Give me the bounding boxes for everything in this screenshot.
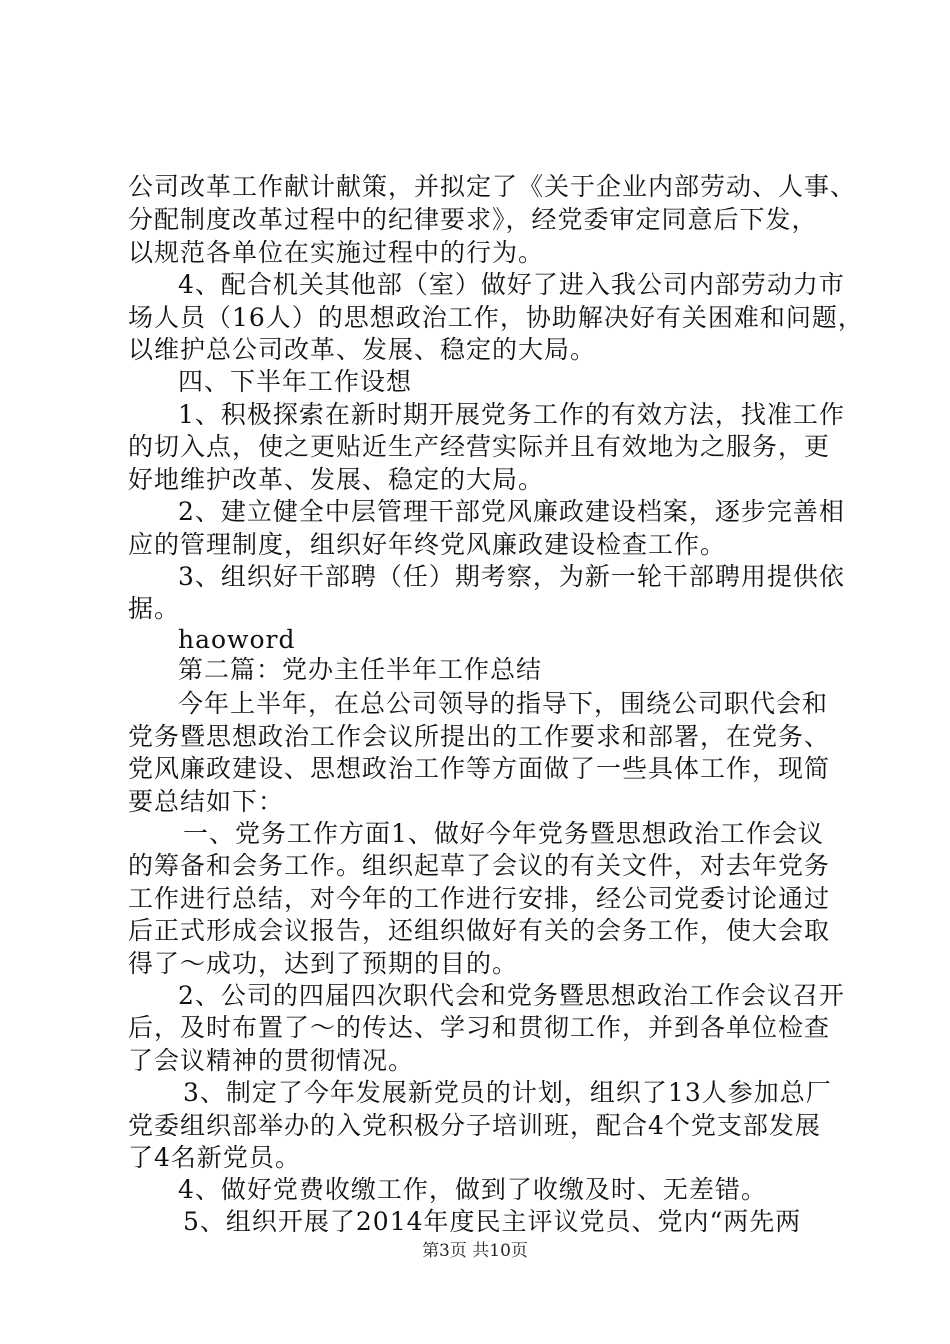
text-line: 以规范各单位在实施过程中的行为。 — [128, 238, 545, 267]
text-line: haoword — [178, 625, 296, 654]
text-line: 应的管理制度，组织好年终党风廉政建设检查工作。 — [128, 530, 727, 559]
text-line: 2、建立健全中层管理干部党风廉政建设档案，逐步完善相 — [178, 497, 845, 526]
text-line: 场人员（16人）的思想政治工作，协助解决好有关困难和问题， — [128, 303, 864, 332]
text-line: 5、组织开展了2014年度民主评议党员、党内“两先两 — [183, 1207, 802, 1236]
text-line: 公司改革工作献计献策，并拟定了《关于企业内部劳动、人事、 — [128, 172, 857, 201]
text-line: 2、公司的四届四次职代会和党务暨思想政治工作会议召开 — [178, 981, 845, 1010]
text-line: 3、组织好干部聘（任）期考察，为新一轮干部聘用提供依 — [178, 562, 845, 591]
text-line: 以维护总公司改革、发展、稳定的大局。 — [128, 335, 597, 364]
section-heading: 第二篇：党办主任半年工作总结 — [178, 655, 543, 684]
text-line: 了4名新党员。 — [128, 1143, 301, 1172]
text-line: 今年上半年，在总公司领导的指导下，围绕公司职代会和 — [178, 689, 829, 718]
text-line: 要总结如下： — [128, 787, 285, 816]
text-line: 后，及时布置了～的传达、学习和贯彻工作，并到各单位检查 — [128, 1013, 831, 1042]
text-line: 党务暨思想政治工作会议所提出的工作要求和部署，在党务、 — [128, 722, 831, 751]
text-line: 党风廉政建设、思想政治工作等方面做了一些具体工作，现简 — [128, 754, 831, 783]
text-line: 后正式形成会议报告，还组织做好有关的会务工作，使大会取 — [128, 916, 831, 945]
text-line: 的切入点，使之更贴近生产经营实际并且有效地为之服务，更 — [128, 432, 831, 461]
text-line: 得了～成功，达到了预期的目的。 — [128, 949, 519, 978]
text-line: 分配制度改革过程中的纪律要求》，经党委审定同意后下发， — [128, 205, 818, 234]
text-line: 党委组织部举办的入党积极分子培训班，配合4个党支部发展 — [128, 1111, 821, 1140]
text-line: 工作进行总结，对今年的工作进行安排，经公司党委讨论通过 — [128, 884, 831, 913]
text-line: 4、配合机关其他部（室）做好了进入我公司内部劳动力市 — [178, 270, 845, 299]
text-line: 4、做好党费收缴工作，做到了收缴及时、无差错。 — [178, 1175, 767, 1204]
text-line: 一、党务工作方面1、做好今年党务暨思想政治工作会议 — [183, 819, 824, 848]
text-line: 3、制定了今年发展新党员的计划，组织了13人参加总厂 — [183, 1078, 832, 1107]
page-number-footer: 第3页 共10页 — [422, 1241, 528, 1261]
text-line: 了会议精神的贯彻情况。 — [128, 1046, 415, 1075]
text-line: 的筹备和会务工作。组织起草了会议的有关文件，对去年党务 — [128, 851, 831, 880]
section-heading: 四、下半年工作设想 — [178, 367, 413, 396]
text-line: 据。 — [128, 594, 181, 623]
text-line: 1、积极探索在新时期开展党务工作的有效方法，找准工作 — [178, 400, 845, 429]
text-line: 好地维护改革、发展、稳定的大局。 — [128, 465, 545, 494]
